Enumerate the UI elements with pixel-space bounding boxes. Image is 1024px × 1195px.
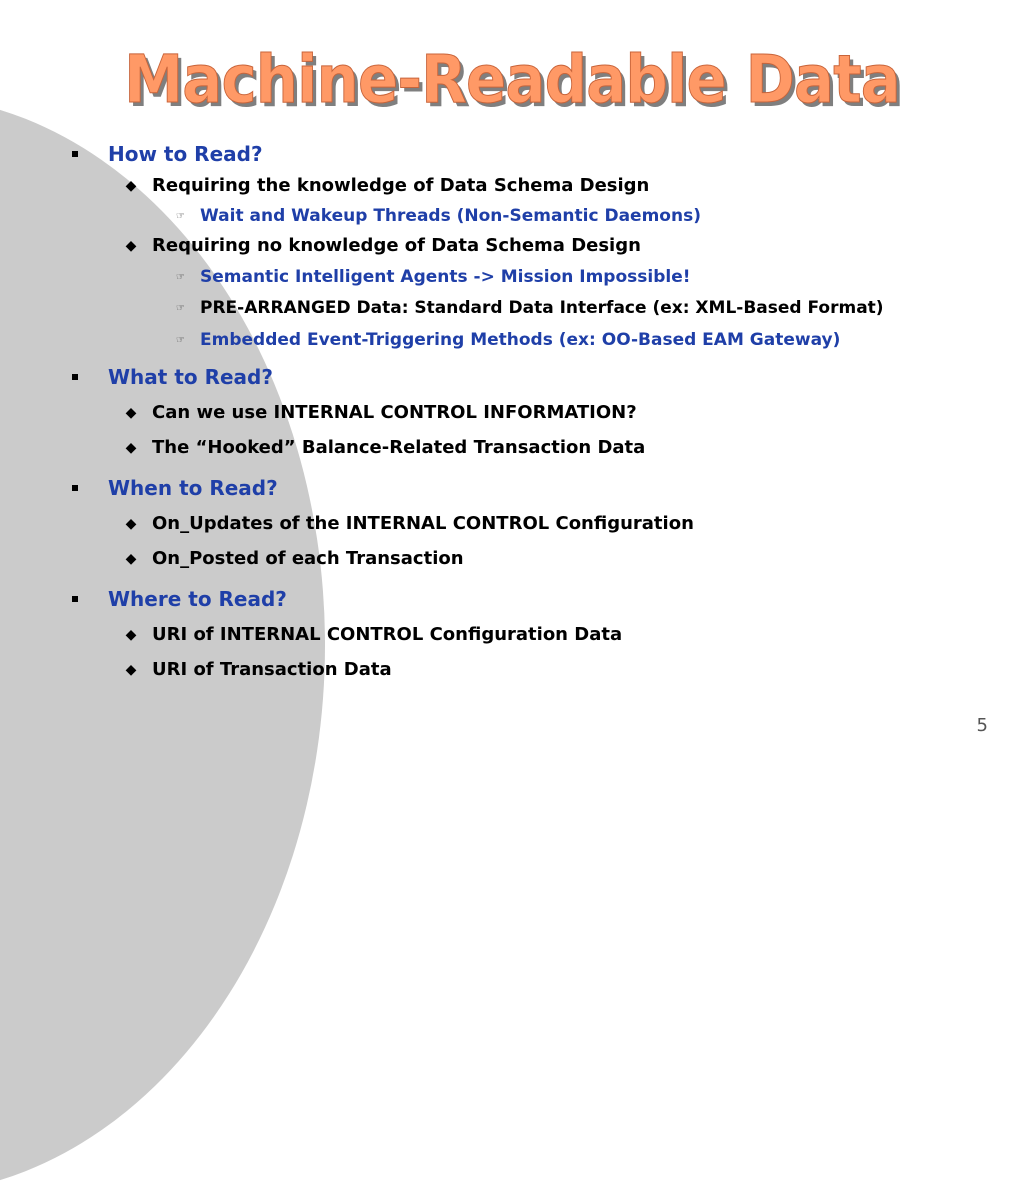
diamond-bullet-icon: ◆ [125,177,137,194]
bullet-how-to-read [72,142,263,166]
pointing-hand-icon: ☞ [176,334,185,346]
bullet-wait-wakeup [176,206,701,226]
bullet-text: PRE-ARRANGED Data: Standard Data Interface (ex: XML-Based Format) [200,298,884,318]
bullet-text: Semantic Intelligent Agents -> Mission Impossible! [200,267,691,287]
page-number: 5 [976,715,988,736]
bullet-text: URI of INTERNAL CONTROL Configuration Data [152,624,623,645]
pointing-hand-icon: ☞ [176,302,185,314]
bullet-text: On_Posted of each Transaction [152,548,464,569]
bullet-on-posted [124,548,464,569]
bullet-text: What to Read? [108,365,273,389]
pointing-hand-icon: ☞ [176,271,185,283]
bullet-on-updates [124,513,694,534]
square-bullet-icon [72,596,78,602]
bullet-text: Where to Read? [108,587,287,611]
bullet-what-to-read [72,365,273,389]
bullet-uri-transaction [124,659,392,680]
bullet-requiring-knowledge [124,175,649,196]
background-arc-shape [0,95,325,1195]
bullet-where-to-read [72,587,287,611]
bullet-text: Requiring no knowledge of Data Schema Design [152,235,641,256]
bullet-embedded-event [176,330,840,350]
pointing-hand-icon: ☞ [176,210,185,222]
bullet-text: Embedded Event-Triggering Methods (ex: OO-Based EAM Gateway) [200,330,841,350]
square-bullet-icon [72,485,78,491]
bullet-text: On_Updates of the INTERNAL CONTROL Configuration [152,513,694,534]
bullet-semantic-agents [176,267,691,287]
square-bullet-icon [72,151,78,157]
bullet-text: The “Hooked” Balance-Related Transaction Data [152,437,646,458]
bullet-uri-internal-control [124,624,622,645]
bullet-text: When to Read? [108,476,278,500]
diamond-bullet-icon: ◆ [125,626,137,643]
bullet-text: How to Read? [108,142,263,166]
bullet-requiring-no-knowledge [124,235,641,256]
square-bullet-icon [72,374,78,380]
diamond-bullet-icon: ◆ [125,439,137,456]
diamond-bullet-icon: ◆ [125,515,137,532]
bullet-when-to-read [72,476,278,500]
bullet-text: Wait and Wakeup Threads (Non-Semantic Daemons) [200,206,701,226]
diamond-bullet-icon: ◆ [125,237,137,254]
bullet-text: Requiring the knowledge of Data Schema Design [152,175,650,196]
bullet-text: Can we use INTERNAL CONTROL INFORMATION? [152,402,637,423]
diamond-bullet-icon: ◆ [125,661,137,678]
diamond-bullet-icon: ◆ [125,550,137,567]
bullet-internal-control-info [124,402,637,423]
bullet-hooked-balance [124,437,645,458]
bullet-pre-arranged [176,298,884,318]
slide-title: Machine-Readable Data [124,41,900,118]
diamond-bullet-icon: ◆ [125,404,137,421]
bullet-text: URI of Transaction Data [152,659,392,680]
